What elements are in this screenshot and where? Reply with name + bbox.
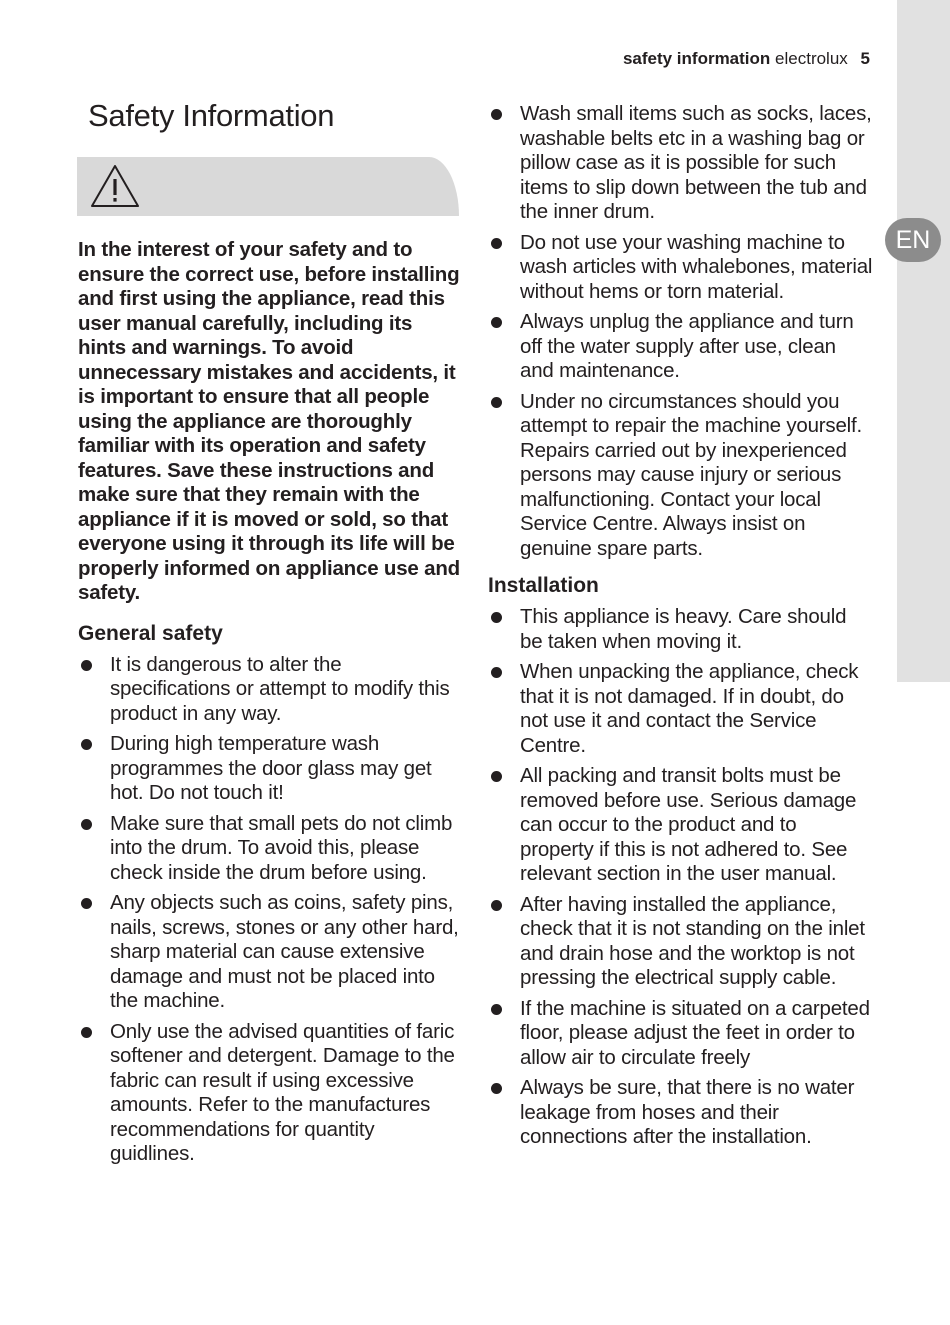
general-safety-list-continued <box>488 102 873 561</box>
right-column <box>488 102 873 1162</box>
running-header <box>623 49 870 69</box>
installation-list <box>488 605 873 1150</box>
language-side-tab <box>897 0 950 682</box>
list-item: Only use the advised quantities of faric softener and detergent. Damage to the fabric can result if using excessive amounts. Refer to the manufactures recommendations for quantity guidlines. <box>78 1020 463 1167</box>
page-title: Safety Information <box>88 98 335 133</box>
intro-paragraph: In the interest of your safety and to ensure the correct use, before installing and first using the appliance, read this user manual carefully, including its hints and warnings. To avoid unnecessary mistakes and accidents, it is important to ensure that all people using the appliance are thoroughly familiar with its operation and safety features. Save these instructions and make sure that they remain with the appliance if it is moved or sold, so that everyone using it through its life will be properly informed on appliance use and safety. <box>78 238 460 604</box>
list-item: When unpacking the appliance, check that it is not damaged. If in doubt, do not use it and contact the Service Centre. <box>488 660 873 758</box>
list-item: Do not use your washing machine to wash articles with whalebones, material without hems or torn material. <box>488 231 873 305</box>
list-item: This appliance is heavy. Care should be taken when moving it. <box>488 605 873 654</box>
header-brand: electrolux <box>775 49 848 68</box>
warning-triangle-icon <box>87 162 143 210</box>
general-safety-list <box>78 653 463 1167</box>
list-item: If the machine is situated on a carpeted floor, please adjust the feet in order to allow air to circulate freely <box>488 997 873 1071</box>
installation-heading: Installation <box>488 574 599 597</box>
general-safety-heading: General safety <box>78 621 223 645</box>
list-item: Wash small items such as socks, laces, washable belts etc in a washing bag or pillow case as it is possible for such items to slip down between the tub and the inner drum. <box>488 102 873 225</box>
list-item: Under no circumstances should you attempt to repair the machine yourself. Repairs carried out by inexperienced persons may cause injury or serious malfunctioning. Contact your local Service Centre. Always insist on genuine spare parts. <box>488 390 873 562</box>
list-item: Any objects such as coins, safety pins, nails, screws, stones or any other hard, sharp material can cause extensive damage and must not be placed into the machine. <box>78 891 463 1014</box>
list-item: Always unplug the appliance and turn off the water supply after use, clean and maintenance. <box>488 310 873 384</box>
list-item: It is dangerous to alter the specifications or attempt to modify this product in any way. <box>78 653 463 727</box>
language-badge: EN <box>885 218 941 262</box>
list-item: Make sure that small pets do not climb into the drum. To avoid this, please check inside the drum before using. <box>78 812 463 886</box>
list-item: After having installed the appliance, check that it is not standing on the inlet and drain hose and the worktop is not pressing the electrical supply cable. <box>488 893 873 991</box>
left-column <box>78 238 463 1179</box>
list-item: All packing and transit bolts must be removed before use. Serious damage can occur to the product and to property if this is not adhered to. See relevant section in the user manual. <box>488 764 873 887</box>
header-section: safety information <box>622 49 771 68</box>
list-item: During high temperature wash programmes the door glass may get hot. Do not touch it! <box>78 732 463 806</box>
warning-banner <box>77 157 459 216</box>
page-number: 5 <box>860 49 870 68</box>
list-item: Always be sure, that there is no water leakage from hoses and their connections after the installation. <box>488 1076 873 1150</box>
